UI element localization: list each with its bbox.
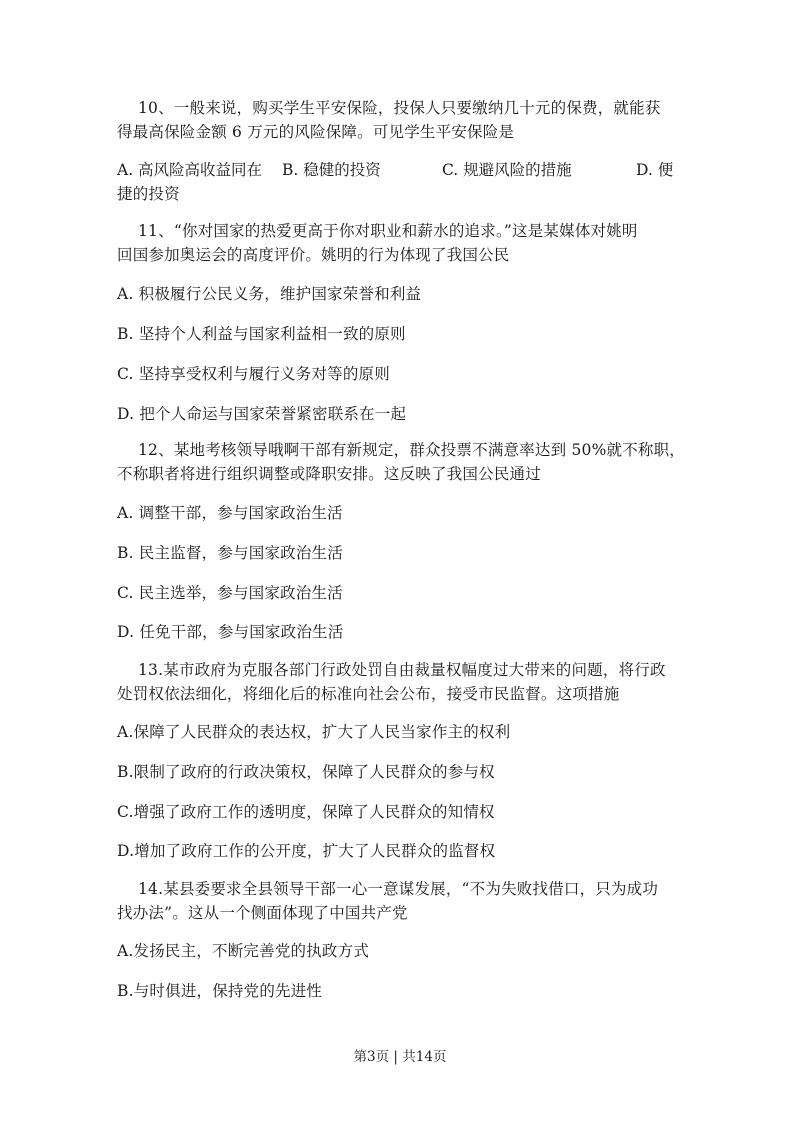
question-13-option-a: A.保障了人民群众的表达权，扩大了人民当家作主的权利 (117, 723, 511, 741)
question-13-option-c: C.增强了政府工作的透明度，保障了人民群众的知情权 (117, 803, 495, 821)
question-10-stem-line-1: 10、一般来说，购买学生平安保险，投保人只要缴纳几十元的保费，就能获 (138, 99, 661, 117)
question-10-option-d: D. 便 (636, 161, 674, 179)
question-10-option-c: C. 规避风险的措施 (442, 161, 572, 179)
question-12-option-b: B. 民主监督，参与国家政治生活 (117, 544, 343, 562)
question-12-option-d: D. 任免干部，参与国家政治生活 (117, 623, 344, 641)
question-14-stem-line-1: 14.某县委要求全县领导干部一心一意谋发展，“不为失败找借口，只为成功 (138, 880, 659, 898)
page-footer: 第3页 | 共14页 (353, 1049, 447, 1065)
question-14-option-a: A.发扬民主，不断完善党的执政方式 (117, 942, 370, 960)
question-13-stem-line-1: 13.某市政府为克服各部门行政处罚自由裁量权幅度过大带来的问题，将行政 (138, 661, 666, 679)
question-11-option-c: C. 坚持享受权利与履行义务对等的原则 (117, 365, 390, 383)
question-10-option-a: A. 高风险高收益同在 (117, 161, 263, 179)
question-11-stem-line-2: 回国参加奥运会的高度评价。姚明的行为体现了我国公民 (117, 246, 510, 264)
question-11-stem-line-1: 11、“你对国家的热爱更高于你对职业和薪水的追求。”这是某媒体对姚明 (138, 222, 638, 240)
question-11-option-a: A. 积极履行公民义务，维护国家荣誉和利益 (117, 285, 422, 303)
question-12-option-a: A. 调整干部，参与国家政治生活 (117, 504, 343, 522)
question-11-option-b: B. 坚持个人利益与国家利益相一致的原则 (117, 325, 406, 343)
question-10-option-b: B. 稳健的投资 (282, 161, 381, 179)
question-14-stem-line-2: 找办法”。这从一个侧面体现了中国共产党 (117, 904, 408, 922)
question-12-stem-line-2: 不称职者将进行组织调整或降职安排。这反映了我国公民通过 (117, 465, 541, 483)
question-12-option-c: C. 民主选举，参与国家政治生活 (117, 584, 343, 602)
question-11-option-d: D. 把个人命运与国家荣誉紧密联系在一起 (117, 405, 407, 423)
question-10-stem-line-2: 得最高保险金额 6 万元的风险保障。可见学生平安保险是 (117, 123, 515, 141)
question-12-stem-line-1: 12、某地考核领导哦啊干部有新规定，群众投票不满意率达到 50%就不称职， (138, 441, 686, 459)
question-13-option-d: D.增加了政府工作的公开度，扩大了人民群众的监督权 (117, 842, 496, 860)
question-13-option-b: B.限制了政府的行政决策权，保障了人民群众的参与权 (117, 763, 495, 781)
question-10-option-d-continued: 捷的投资 (117, 185, 180, 203)
question-14-option-b: B.与时俱进，保持党的先进性 (117, 982, 323, 1000)
question-13-stem-line-2: 处罚权依法细化，将细化后的标准向社会公布，接受市民监督。这项措施 (117, 685, 620, 703)
